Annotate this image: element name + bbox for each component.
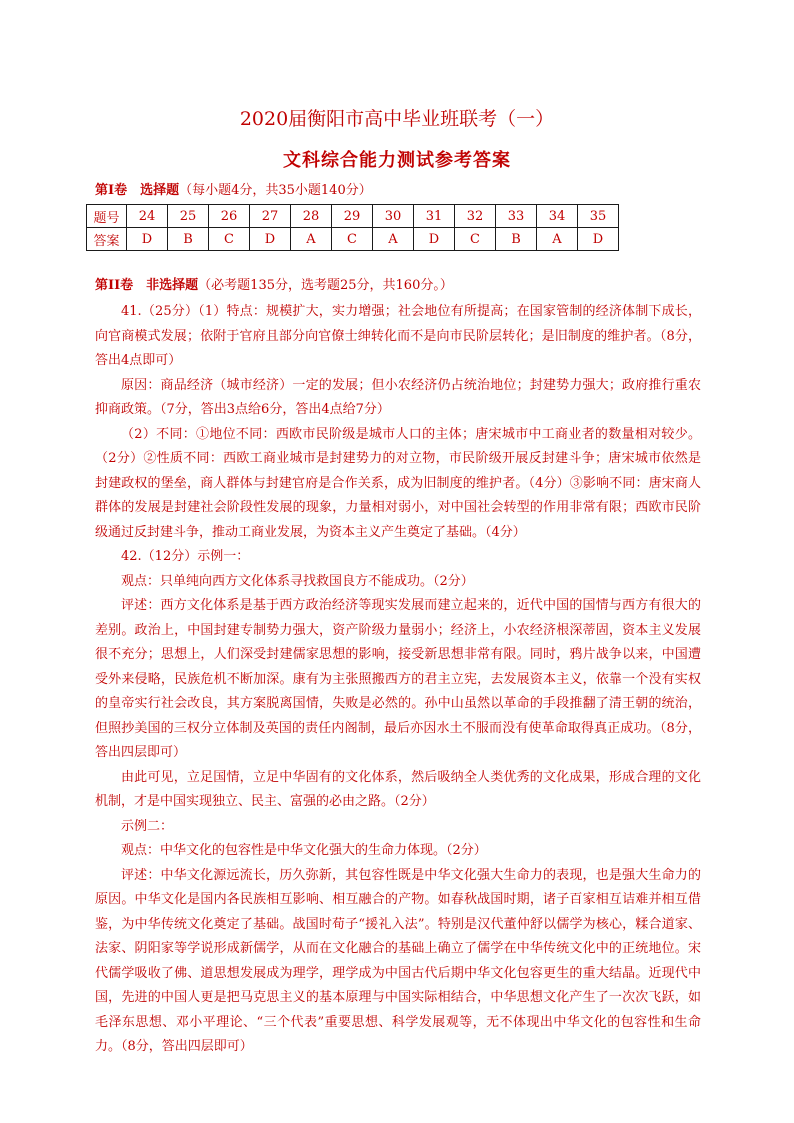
q41-part1-paragraph: 41.（25分）（1）特点：规模扩大，实力增强；社会地位有所提高；在国家管制的经济体制下成长，向官商模式发展；依附于官府且部分向官僚士绅转化而不是向市民阶层转化；是旧制度的维护者。（8分，答出4点即可） xyxy=(95,304,701,368)
answer-cell: D xyxy=(578,228,619,251)
q42-example2-heading: 示例二： xyxy=(121,818,174,834)
row-label-answer: 答案 xyxy=(87,228,127,251)
answer-table-number-row xyxy=(87,205,619,228)
section-2-label: 第II卷 非选择题 xyxy=(95,278,199,293)
question-number: 30 xyxy=(373,205,414,228)
answer-cell: D xyxy=(250,228,291,251)
question-number: 28 xyxy=(291,205,332,228)
page-title: 2020届衡阳市高中毕业班联考（一） xyxy=(239,108,555,130)
answer-cell: C xyxy=(332,228,373,251)
section-2-heading xyxy=(95,277,453,295)
q42-example1-heading: 42.（12分）示例一： xyxy=(121,549,250,564)
row-label-number: 题号 xyxy=(87,205,127,228)
section-1-note: （每小题4分，共35小题140分） xyxy=(179,183,372,198)
answer-cell: B xyxy=(168,228,209,251)
q42-example2-viewpoint: 观点：中华文化的包容性是中华文化强大的生命力体现。（2分） xyxy=(121,843,487,858)
q42-example1-conclusion: 由此可见，立足国情，立足中华固有的文化体系，然后吸纳全人类优秀的文化成果，形成合理的文化机制，才是中国实现独立、民主、富强的必由之路。（2分） xyxy=(95,769,701,809)
q41-reason-paragraph: 原因：商品经济（城市经济）一定的发展；但小农经济仍占统治地位；封建势力强大；政府推行重农抑商政策。（7分，答出3点给6分，答出4点给7分） xyxy=(95,377,701,417)
answer-cell: C xyxy=(455,228,496,251)
q41-part2-paragraph: （2）不同：①地位不同：西欧市民阶级是城市人口的主体；唐宋城市中工商业者的数量相对较少。（2分）②性质不同：西欧工商业城市是封建势力的对立物，市民阶级开展反封建斗争；唐宋城市依然是封建政权的堡垒，商人群体与封建官府是合作关系，成为旧制度的维护者。（4分）③影响不同：唐宋商人群体的发展是封建社会阶段性发展的现象，力量相对弱小，对中国社会转型的作用非常有限；西欧市民阶级通过反封建斗争，推动工商业发展，为资本主义产生奠定了基础。（4分） xyxy=(95,426,701,540)
question-number: 34 xyxy=(537,205,578,228)
answer-cell: A xyxy=(373,228,414,251)
question-number: 35 xyxy=(578,205,619,228)
answer-table xyxy=(86,204,619,251)
question-number: 32 xyxy=(455,205,496,228)
question-number: 33 xyxy=(496,205,537,228)
page-subtitle: 文科综合能力测试参考答案 xyxy=(283,150,511,171)
answer-body xyxy=(95,300,701,1060)
question-number: 27 xyxy=(250,205,291,228)
question-number: 29 xyxy=(332,205,373,228)
answer-cell: D xyxy=(127,228,168,251)
answer-cell: A xyxy=(291,228,332,251)
answer-cell: B xyxy=(496,228,537,251)
question-number: 24 xyxy=(127,205,168,228)
q42-example1-commentary: 评述：西方文化体系是基于西方政治经济等现实发展而建立起来的，近代中国的国情与西方有很大的差别。政治上，中国封建专制势力强大，资产阶级力量弱小；经济上，小农经济根深蒂固，资本主义发展很不充分；思想上，人们深受封建儒家思想的影响，接受新思想非常有限。同时，鸦片战争以来，中国遭受外来侵略，民族危机不断加深。康有为主张照搬西方的君主立宪，去发展资本主义，依靠一个没有实权的皇帝实行社会改良，其方案脱离国情，失败是必然的。孙中山虽然以革命的手段推翻了清王朝的统治，但照抄美国的三权分立体制及英国的责任内阁制，最后亦因水土不服而没有使革命取得真正成功。（8分，答出四层即可） xyxy=(95,598,701,760)
question-number: 25 xyxy=(168,205,209,228)
q42-example2-commentary: 评述：中华文化源远流长，历久弥新，其包容性既是中华文化强大生命力的表现，也是强大生命力的原因。中华文化是国内各民族相互影响、相互融合的产物。如春秋战国时期，诸子百家相互诘难并相互借鉴，为中华传统文化奠定了基础。战国时荀子“援礼入法”。特别是汉代董仲舒以儒学为核心，糅合道家、法家、阴阳家等学说形成新儒学，从而在文化融合的基础上确立了儒学在中华传统文化中的正统地位。宋代儒学吸收了佛、道思想发展成为理学，理学成为中国古代后期中华文化包容更生的重大结晶。近现代中国，先进的中国人更是把马克思主义的基本原理与中国实际相结合，中华思想文化产生了一次次飞跃，如毛泽东思想、邓小平理论、“三个代表”重要思想、科学发展观等，无不体现出中华文化的包容性和生命力。（8分，答出四层即可） xyxy=(95,867,701,1054)
question-number: 31 xyxy=(414,205,455,228)
answer-cell: A xyxy=(537,228,578,251)
q42-example1-viewpoint: 观点：只单纯向西方文化体系寻找救国良方不能成功。（2分） xyxy=(121,573,474,589)
answer-cell: C xyxy=(209,228,250,251)
answer-table-answer-row xyxy=(87,228,619,251)
answer-cell: D xyxy=(414,228,455,251)
section-2-note: （必考题135分，选考题25分，共160分。） xyxy=(198,278,453,293)
question-number: 26 xyxy=(209,205,250,228)
section-1-heading xyxy=(95,182,372,200)
section-1-label: 第Ⅰ卷 选择题 xyxy=(95,183,180,198)
